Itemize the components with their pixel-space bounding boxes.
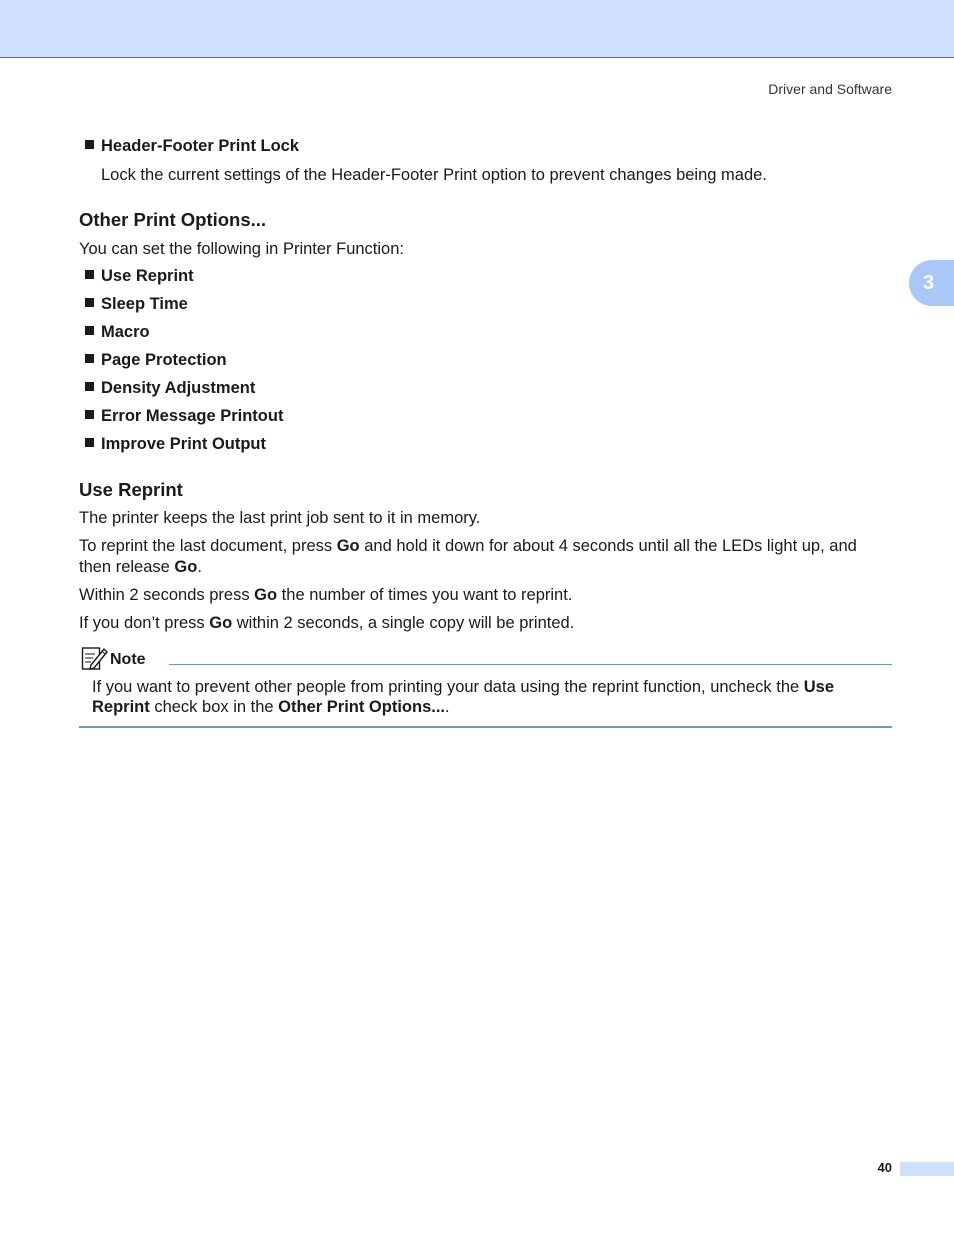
text-run: If you don’t press <box>79 614 210 632</box>
list-item-label: Page Protection <box>101 351 227 369</box>
note-pencil-icon <box>81 645 109 671</box>
text-run: If you want to prevent other people from printing your data using the reprint function, uncheck the <box>92 678 804 696</box>
list-item <box>85 435 266 454</box>
note-text <box>92 677 882 717</box>
list-item-label: Improve Print Output <box>101 435 266 453</box>
list-item <box>85 407 283 426</box>
text-run: check box in the <box>149 698 279 716</box>
text-run: Within 2 seconds press <box>79 586 255 604</box>
list-item-label: Density Adjustment <box>101 379 256 397</box>
text-run: within 2 seconds, a single copy will be printed. <box>232 614 575 632</box>
other-print-options-intro: You can set the following in Printer Function: <box>79 240 404 258</box>
running-header: Driver and Software <box>768 81 892 97</box>
text-run: the number of times you want to reprint. <box>277 586 573 604</box>
use-reprint-paragraph-2 <box>79 536 892 578</box>
list-item <box>85 323 150 342</box>
heading-other-print-options: Other Print Options... <box>79 209 267 230</box>
text-run: To reprint the last document, press <box>79 537 337 555</box>
square-bullet-icon <box>85 326 94 335</box>
note-top-rule <box>169 664 892 665</box>
bullet-header-footer-print-lock <box>85 137 299 156</box>
text-run: and hold it down for about 4 seconds until all the LEDs light up, and then release <box>79 537 857 576</box>
note-label: Note <box>110 651 146 668</box>
square-bullet-icon <box>85 140 94 149</box>
list-item <box>85 379 255 398</box>
list-item <box>85 267 194 286</box>
page-number: 40 <box>877 1160 892 1175</box>
square-bullet-icon <box>85 410 94 419</box>
list-item-label: Macro <box>101 323 150 341</box>
list-item-label: Error Message Printout <box>101 407 284 425</box>
bullet-label: Header-Footer Print Lock <box>101 137 300 155</box>
use-reprint-paragraph-4 <box>79 613 892 634</box>
use-reprint-paragraph-1: The printer keeps the last print job sent to it in memory. <box>79 509 481 527</box>
use-reprint-checkbox-label: Use Reprint <box>92 678 835 716</box>
go-button-label: Go <box>209 614 233 632</box>
list-item-label: Sleep Time <box>101 295 188 313</box>
top-color-band <box>0 0 954 58</box>
header-footer-lock-description: Lock the current settings of the Header-Footer Print option to prevent changes being made. <box>101 166 767 184</box>
other-print-options-label: Other Print Options... <box>278 698 446 716</box>
go-button-label: Go <box>254 586 278 604</box>
square-bullet-icon <box>85 298 94 307</box>
chapter-tab: 3 <box>909 260 954 306</box>
text-run: . <box>197 558 202 576</box>
square-bullet-icon <box>85 354 94 363</box>
square-bullet-icon <box>85 438 94 447</box>
square-bullet-icon <box>85 382 94 391</box>
heading-use-reprint: Use Reprint <box>79 479 183 500</box>
list-item-label: Use Reprint <box>101 267 194 285</box>
list-item <box>85 295 188 314</box>
go-button-label: Go <box>336 537 360 555</box>
square-bullet-icon <box>85 270 94 279</box>
note-bottom-rule <box>79 726 892 728</box>
text-run: . <box>445 698 450 716</box>
page-number-band <box>900 1162 954 1176</box>
use-reprint-paragraph-3 <box>79 585 892 606</box>
go-button-label: Go <box>174 558 198 576</box>
list-item <box>85 351 227 370</box>
